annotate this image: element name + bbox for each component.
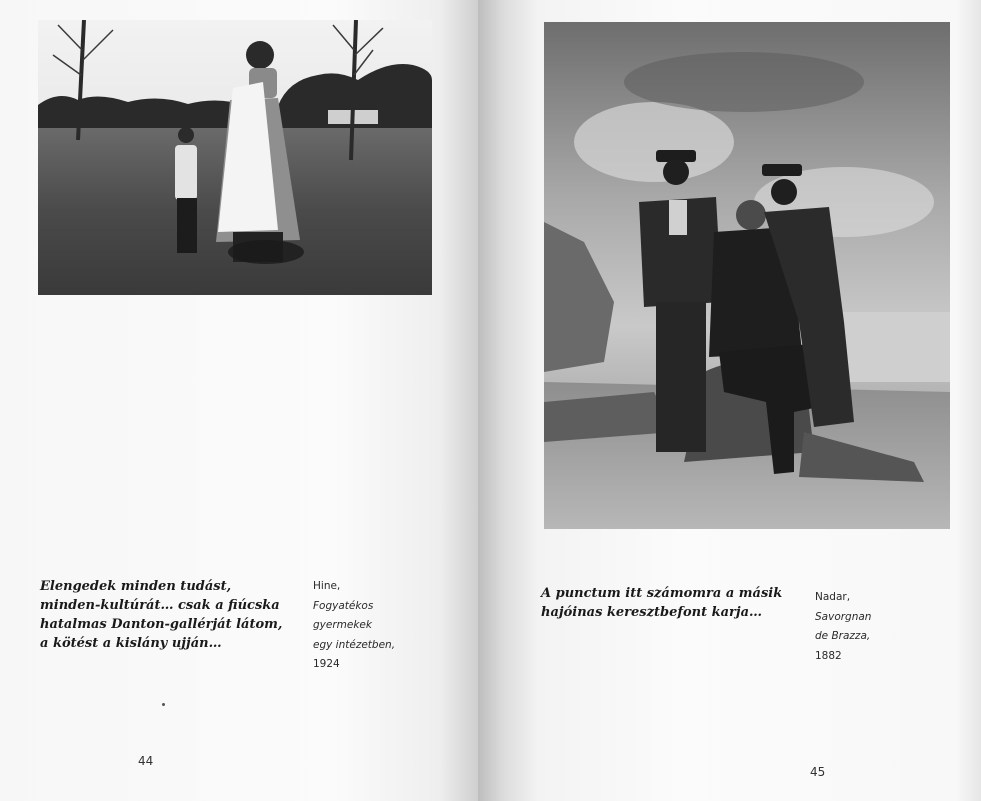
caption-title-line: gyermekek xyxy=(313,619,372,631)
photo-children-in-field xyxy=(38,20,432,295)
right-caption xyxy=(815,588,915,666)
caption-author: Nadar, xyxy=(815,591,851,603)
page-number-right: 45 xyxy=(810,765,826,779)
photo-nadar-portrait xyxy=(544,22,950,529)
caption-title-line: Fogyatékos xyxy=(313,599,374,612)
left-caption xyxy=(313,577,433,675)
right-quote: A punctum itt számomra a másik hajóinas keresztbefont karja… xyxy=(541,586,783,620)
caption-title-line: Savorgnan xyxy=(815,610,872,623)
caption-title-line: de Brazza, xyxy=(815,630,871,642)
page-number-left: 44 xyxy=(138,754,154,768)
print-speck xyxy=(162,703,165,706)
caption-title-line: egy intézetben, xyxy=(313,638,396,651)
caption-author: Hine, xyxy=(313,580,341,592)
left-quote: Elengedek minden tudást, minden-kultúrát… csak a fiúcska hatalmas Danton-gallérját látom, a kötést a kislány ujján… xyxy=(40,579,283,651)
caption-year: 1882 xyxy=(815,649,842,662)
caption-year: 1924 xyxy=(313,658,340,670)
